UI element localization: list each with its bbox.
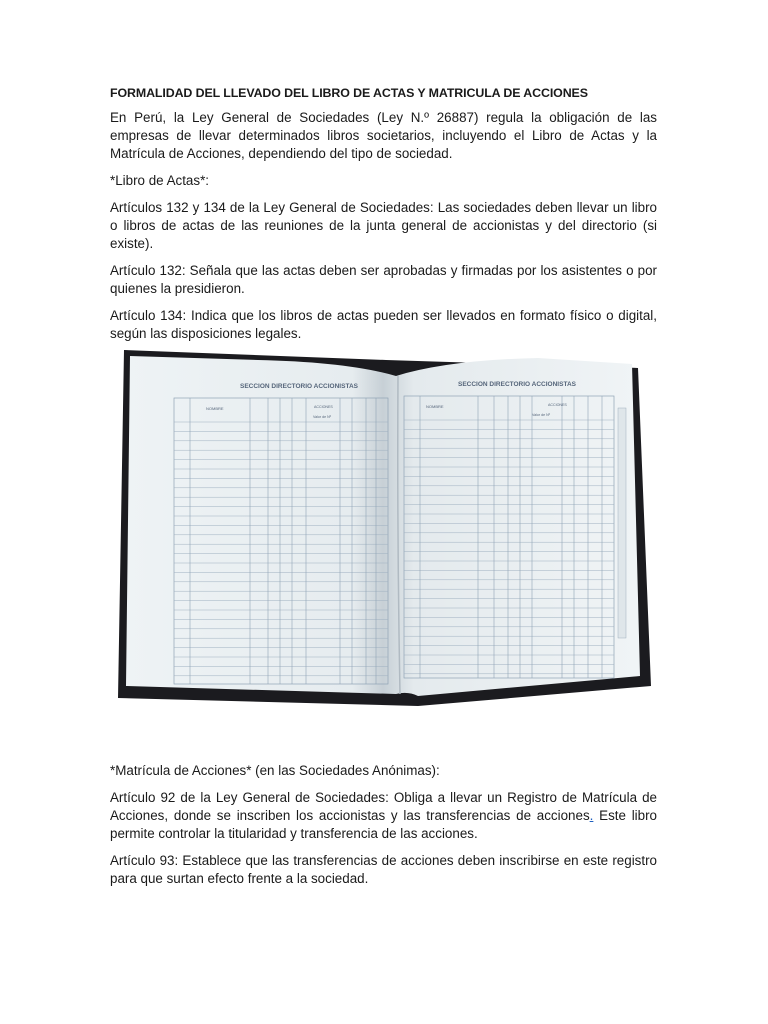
matricula-heading: *Matrícula de Acciones* (en las Sociedades Anónimas):	[110, 763, 440, 778]
open-ledger-book-image	[118, 346, 651, 712]
libro-paragraph-2: Artículo 132: Señala que las actas deben ser aprobadas y firmadas por los asistentes o por quienes la presidieron.	[110, 263, 657, 296]
document-body	[110, 86, 657, 352]
intro-paragraph: En Perú, la Ley General de Sociedades (Ley N.º 26887) regula la obligación de las empresas de llevar determinados libros societarios, incluyendo el Libro de Actas y la Matrícula de Acciones, dependiendo del tipo de sociedad.	[110, 110, 657, 161]
left-page-heading: SECCION DIRECTORIO ACCIONISTAS	[240, 383, 358, 390]
libro-paragraph-1: Artículos 132 y 134 de la Ley General de Sociedades: Las sociedades deben llevar un libro o libros de actas de las reuniones de la junta general de accionistas y del directorio (si existe).	[110, 200, 657, 251]
matricula-section	[110, 762, 657, 897]
book-pages	[126, 356, 640, 696]
document-title: FORMALIDAD DEL LLEVADO DEL LIBRO DE ACTAS Y MATRICULA DE ACCIONES	[110, 86, 588, 100]
matricula-paragraph-2: Artículo 93: Establece que las transferencias de acciones deben inscribirse en este registro para que surtan efecto frente a la sociedad.	[110, 853, 657, 886]
matricula-paragraph-1: Artículo 92 de la Ley General de Sociedades: Obliga a llevar un Registro de Matrícula de Acciones, donde se inscriben los accionistas y las transferencias de acciones. Este libro permite controlar la titularidad y transferencia de las acciones.	[110, 790, 657, 841]
right-page-heading: SECCION DIRECTORIO ACCIONISTAS	[458, 381, 576, 388]
right-col-valor: Valor de Nº	[532, 413, 551, 417]
inline-link-mark[interactable]: .	[589, 808, 594, 823]
libro-paragraph-3: Artículo 134: Indica que los libros de actas pueden ser llevados en formato físico o digital, según las disposiciones legales.	[110, 308, 657, 341]
left-col-valor: Valor de Nº	[313, 415, 332, 419]
left-col-acciones: ACCIONES	[314, 405, 333, 409]
book-photo	[118, 346, 651, 712]
right-col-nombre: NOMBRE	[426, 404, 444, 409]
libro-heading: *Libro de Actas*:	[110, 173, 210, 188]
right-col-acciones: ACCIONES	[548, 403, 567, 407]
left-col-nombre: NOMBRE	[206, 406, 224, 411]
index-tabs-strip	[618, 408, 626, 638]
